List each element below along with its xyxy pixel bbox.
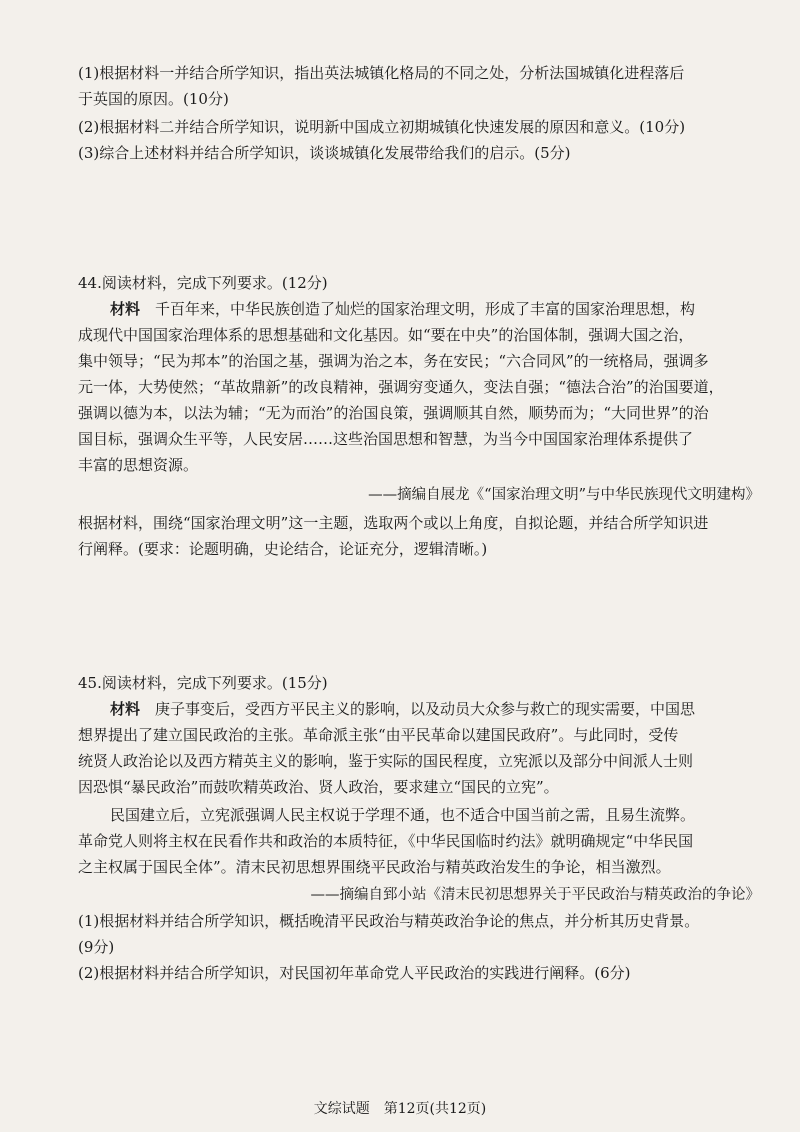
q45-para2-line: 民国建立后，立宪派强调人民主权说于学理不通，也不适合中国当前之需，且易生流弊。 (110, 806, 696, 824)
q45-para2-line: 之主权属于国民全体”。清末民初思想界围绕平民政治与精英政治发生的争论，相当激烈。 (78, 858, 671, 876)
q45-material-label: 材料 (110, 700, 141, 718)
q45-title: 45.阅读材料，完成下列要求。(15分) (78, 674, 328, 692)
q45-material-line: 因恐惧“暴民政治”而鼓吹精英政治、贤人政治，要求建立“国民的立宪”。 (78, 778, 559, 796)
q44-material-line: 强调以德为本，以法为辅；“无为而治”的治国良策，强调顺其自然，顺势而为；“大同世界”的治 (78, 404, 709, 422)
q44-material-line: 丰富的思想资源。 (78, 456, 199, 474)
q44-task: 根据材料，围绕“国家治理文明”这一主题，选取两个或以上角度，自拟论题，并结合所学知识进 (78, 514, 709, 532)
q43-sub-3: (3)综合上述材料并结合所学知识，谈谈城镇化发展带给我们的启示。(5分) (78, 144, 571, 162)
q43-sub-1: (1)根据材料一并结合所学知识，指出英法城镇化格局的不同之处，分析法国城镇化进程落后 (78, 64, 685, 82)
q45-source: ——摘编自郅小站《清末民初思想界关于平民政治与精英政治的争论》 (310, 887, 760, 903)
q45-material-text: 庚子事变后，受西方平民主义的影响，以及动员大众参与救亡的现实需要，中国思 (155, 700, 696, 718)
q45-material-line (110, 699, 768, 719)
q43-sub-1-cont: 于英国的原因。(10分) (78, 90, 229, 108)
q44-task: 行阐释。(要求：论题明确，史论结合，论证充分，逻辑清晰。) (78, 540, 488, 558)
q43-sub-2: (2)根据材料二并结合所学知识，说明新中国成立初期城镇化快速发展的原因和意义。(10分) (78, 118, 686, 136)
q44-source: ——摘编自展龙《“国家治理文明”与中华民族现代文明建构》 (368, 487, 760, 503)
q44-material-line: 集中领导；“民为邦本”的治国之基，强调为治之本，务在安民；“六合同风”的一统格局，强调多 (78, 352, 709, 370)
q45-sub-1: (1)根据材料并结合所学知识，概括晚清平民政治与精英政治争论的焦点，并分析其历史背景。 (78, 912, 700, 930)
q44-material-line (110, 299, 768, 319)
q45-sub-2: (2)根据材料并结合所学知识，对民国初年革命党人平民政治的实践进行阐释。(6分) (78, 964, 631, 982)
q45-sub-1-cont: (9分) (78, 938, 115, 956)
page-footer: 文综试题 第12页(共12页) (313, 1101, 487, 1117)
q44-material-line: 成现代中国国家治理体系的思想基础和文化基因。如“要在中央”的治国体制，强调大国之治， (78, 326, 694, 344)
q45-para2-line: 革命党人则将主权在民看作共和政治的本质特征，《中华民国临时约法》就明确规定“中华民国 (78, 832, 694, 850)
q44-material-line: 国目标，强调众生平等，人民安居……这些治国思想和智慧，为当今中国国家治理体系提供了 (78, 430, 694, 448)
q44-material-text: 千百年来，中华民族创造了灿烂的国家治理文明，形成了丰富的国家治理思想，构 (155, 300, 696, 318)
q45-material-line: 想界提出了建立国民政治的主张。革命派主张“由平民革命以建国民政府”。与此同时，受传 (78, 726, 679, 744)
q44-material-line: 元一体，大势使然；“革故鼎新”的改良精神，强调穷变通久，变法自强；“德法合治”的治国要道， (78, 378, 724, 396)
q45-material-line: 统贤人政治论以及西方精英主义的影响，鉴于实际的国民程度，立宪派以及部分中间派人士则 (78, 752, 694, 770)
q44-title: 44.阅读材料，完成下列要求。(12分) (78, 274, 328, 292)
q44-material-label: 材料 (110, 300, 141, 318)
